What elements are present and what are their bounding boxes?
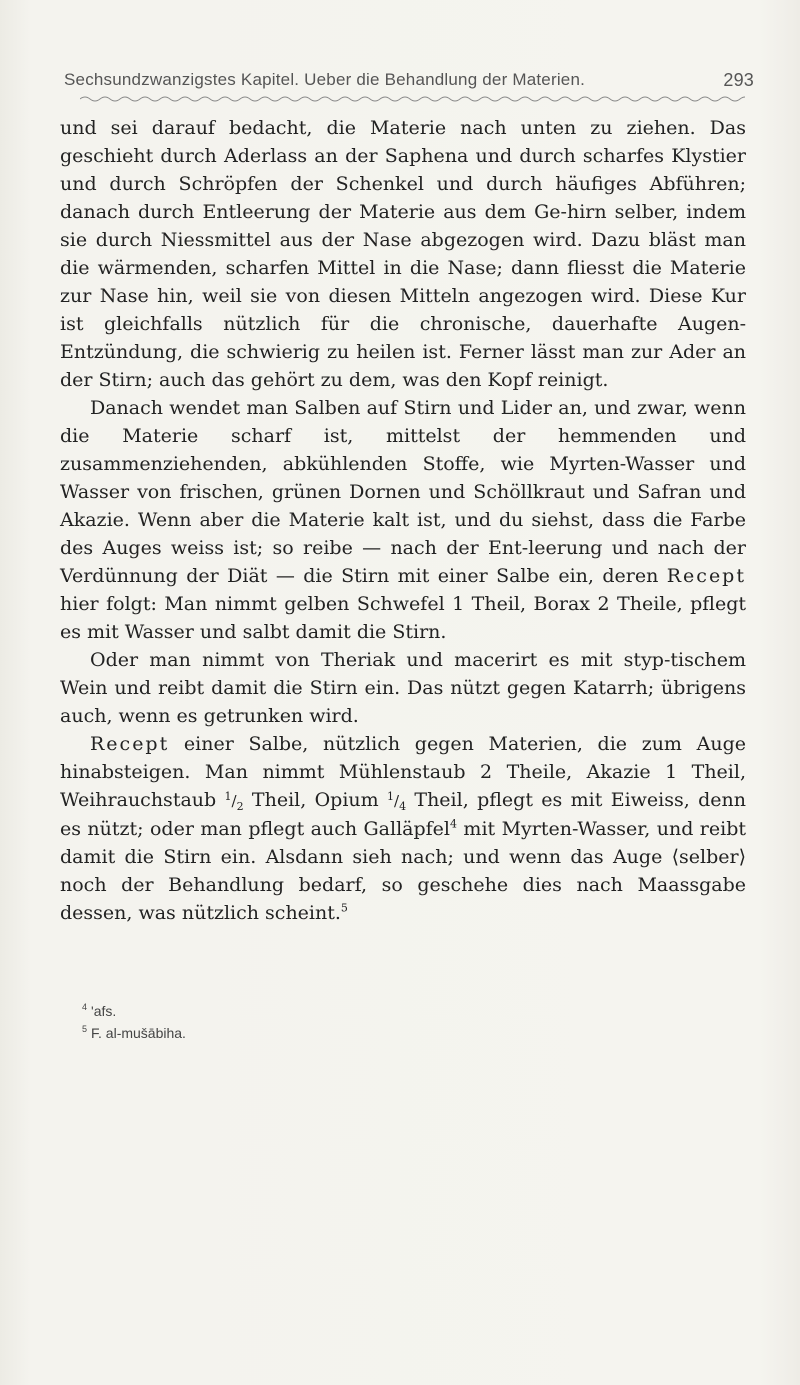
footnotes xyxy=(82,1000,682,1044)
paragraph-4: Recept einer Salbe, nützlich gegen Materien, die zum Auge hinabsteigen. Man nimmt Mühlenstaub 2 Theile, Akazie 1 Theil, Weihrauchstaub $^1/_2$ Theil, Opium $^1/_4$ Theil, pflegt es mit Eiweiss, denn es nützt; oder man pflegt auch Galläpfel$^4$ mit Myrten-Wasser, und reibt damit die Stirn ein. Alsdann sieh nach; und wenn das Auge ⟨selber⟩ noch der Behandlung bedarf, so geschehe dies nach Maassgabe dessen, was nützlich scheint.$^5$ xyxy=(60,733,746,924)
main-text xyxy=(60,114,746,927)
paragraph-3: Oder man nimmt von Theriak und macerirt es mit styp-tischem Wein und reibt damit die Stirn ein. Das nützt gegen Katarrh; übrigens auch, wenn es getrunken wird. xyxy=(60,649,747,727)
paragraph-2: Danach wendet man Salben auf Stirn und Lider an, und zwar, wenn die Materie scharf ist, mittelst der hemmenden und zusammenziehenden, abkühlenden Stoffe, wie Myrten-Wasser und Wasser von frischen, grünen Dornen und Schöllkraut und Safran und Akazie. Wenn aber die Materie kalt ist, und du siehst, dass die Farbe des Auges weiss ist; so reibe — nach der Ent-leerung und nach der Verdünnung der Diät — die Stirn mit einer Salbe ein, deren Recept hier folgt: Man nimmt gelben Schwefel 1 Theil, Borax 2 Theile, pflegt es mit Wasser und salbt damit die Stirn. xyxy=(60,397,747,643)
recept-keyword: Recept xyxy=(666,565,746,587)
fraction-quarter: $^1/_4$ xyxy=(387,790,407,813)
recept-keyword: Recept xyxy=(90,733,170,755)
fraction-half: $^1/_2$ xyxy=(224,790,244,813)
running-head xyxy=(64,70,754,98)
footnote-ref-4[interactable]: 4 xyxy=(450,817,457,831)
page-number: 293 xyxy=(723,70,754,90)
footnote-ref-5[interactable]: 5 xyxy=(340,901,348,915)
decorative-wavy-rule xyxy=(80,95,745,103)
paragraph-1: und sei darauf bedacht, die Materie nach unten zu ziehen. Das geschieht durch Aderlass an der Saphena und durch scharfes Klystier und durch Schröpfen der Schenkel und durch häufiges Abführen; danach durch Entleerung der Materie aus dem Ge-hirn selber, indem sie durch Niessmittel aus der Nase abgezogen wird. Dazu bläst man die wärmenden, scharfen Mittel in die Nase; dann fliesst die Materie zur Nase hin, weil sie von diesen Mitteln angezogen wird. Diese Kur ist gleichfalls nützlich für die chronische, dauerhafte Augen-Entzündung, die schwierig zu heilen ist. Ferner lässt man zur Ader an der Stirn; auch das gehört zu dem, was den Kopf reinigt. xyxy=(60,117,747,391)
chapter-title: Sechsundzwanzigstes Kapitel. Ueber die Behandlung der Materien. xyxy=(64,70,586,89)
footnote-5: $^5$ F. al-mušābiha. xyxy=(82,1024,186,1041)
footnote-4: $^4$ 'afs. xyxy=(82,1002,117,1019)
